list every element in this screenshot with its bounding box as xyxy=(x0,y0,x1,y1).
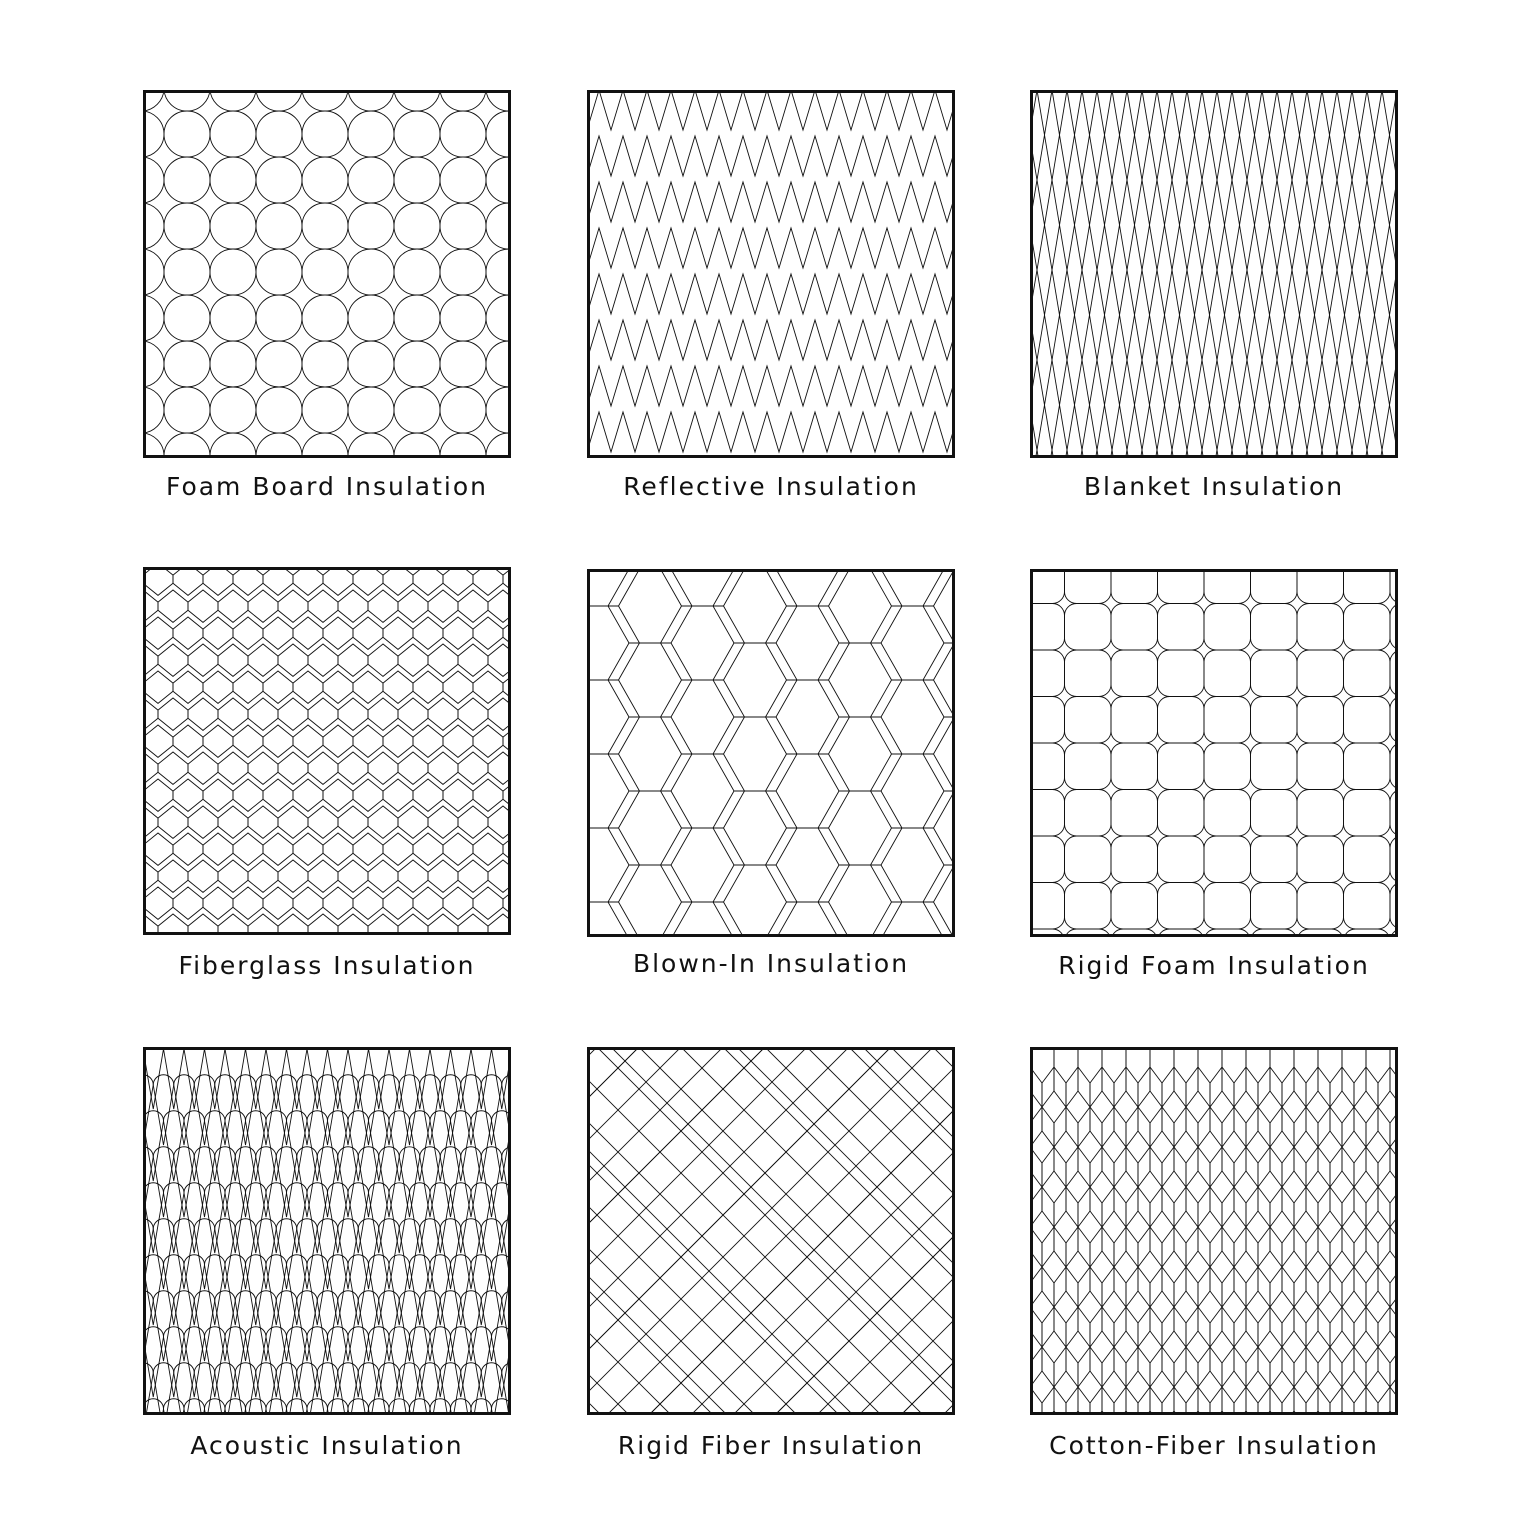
foam-board-pattern xyxy=(143,90,511,458)
tile-fiberglass xyxy=(143,567,511,980)
tile-blanket xyxy=(1030,90,1398,501)
tile-foam-board xyxy=(143,90,511,501)
blown-in-pattern xyxy=(587,569,955,937)
tile-acoustic xyxy=(143,1047,511,1460)
acoustic-pattern xyxy=(143,1047,511,1415)
tile-rigid-fiber xyxy=(587,1047,955,1460)
tile-reflective xyxy=(587,90,955,501)
cotton-fiber-label: Cotton-Fiber Insulation xyxy=(1049,1431,1379,1460)
reflective-label: Reflective Insulation xyxy=(623,472,919,501)
tile-cotton-fiber xyxy=(1030,1047,1398,1460)
tile-rigid-foam xyxy=(1030,569,1398,980)
rigid-foam-label: Rigid Foam Insulation xyxy=(1058,951,1370,980)
foam-board-label: Foam Board Insulation xyxy=(165,472,489,501)
blown-in-label: Blown-In Insulation xyxy=(632,949,910,978)
acoustic-label: Acoustic Insulation xyxy=(190,1431,464,1460)
rigid-foam-pattern xyxy=(1030,569,1398,937)
rigid-fiber-label: Rigid Fiber Insulation xyxy=(617,1431,925,1460)
rigid-fiber-pattern xyxy=(587,1047,955,1415)
blanket-label: Blanket Insulation xyxy=(1083,472,1345,501)
fiberglass-pattern xyxy=(143,567,511,935)
blanket-pattern xyxy=(1030,90,1398,458)
reflective-pattern xyxy=(587,90,955,458)
cotton-fiber-pattern xyxy=(1030,1047,1398,1415)
tile-blown-in xyxy=(587,569,955,978)
fiberglass-label: Fiberglass Insulation xyxy=(178,951,476,980)
